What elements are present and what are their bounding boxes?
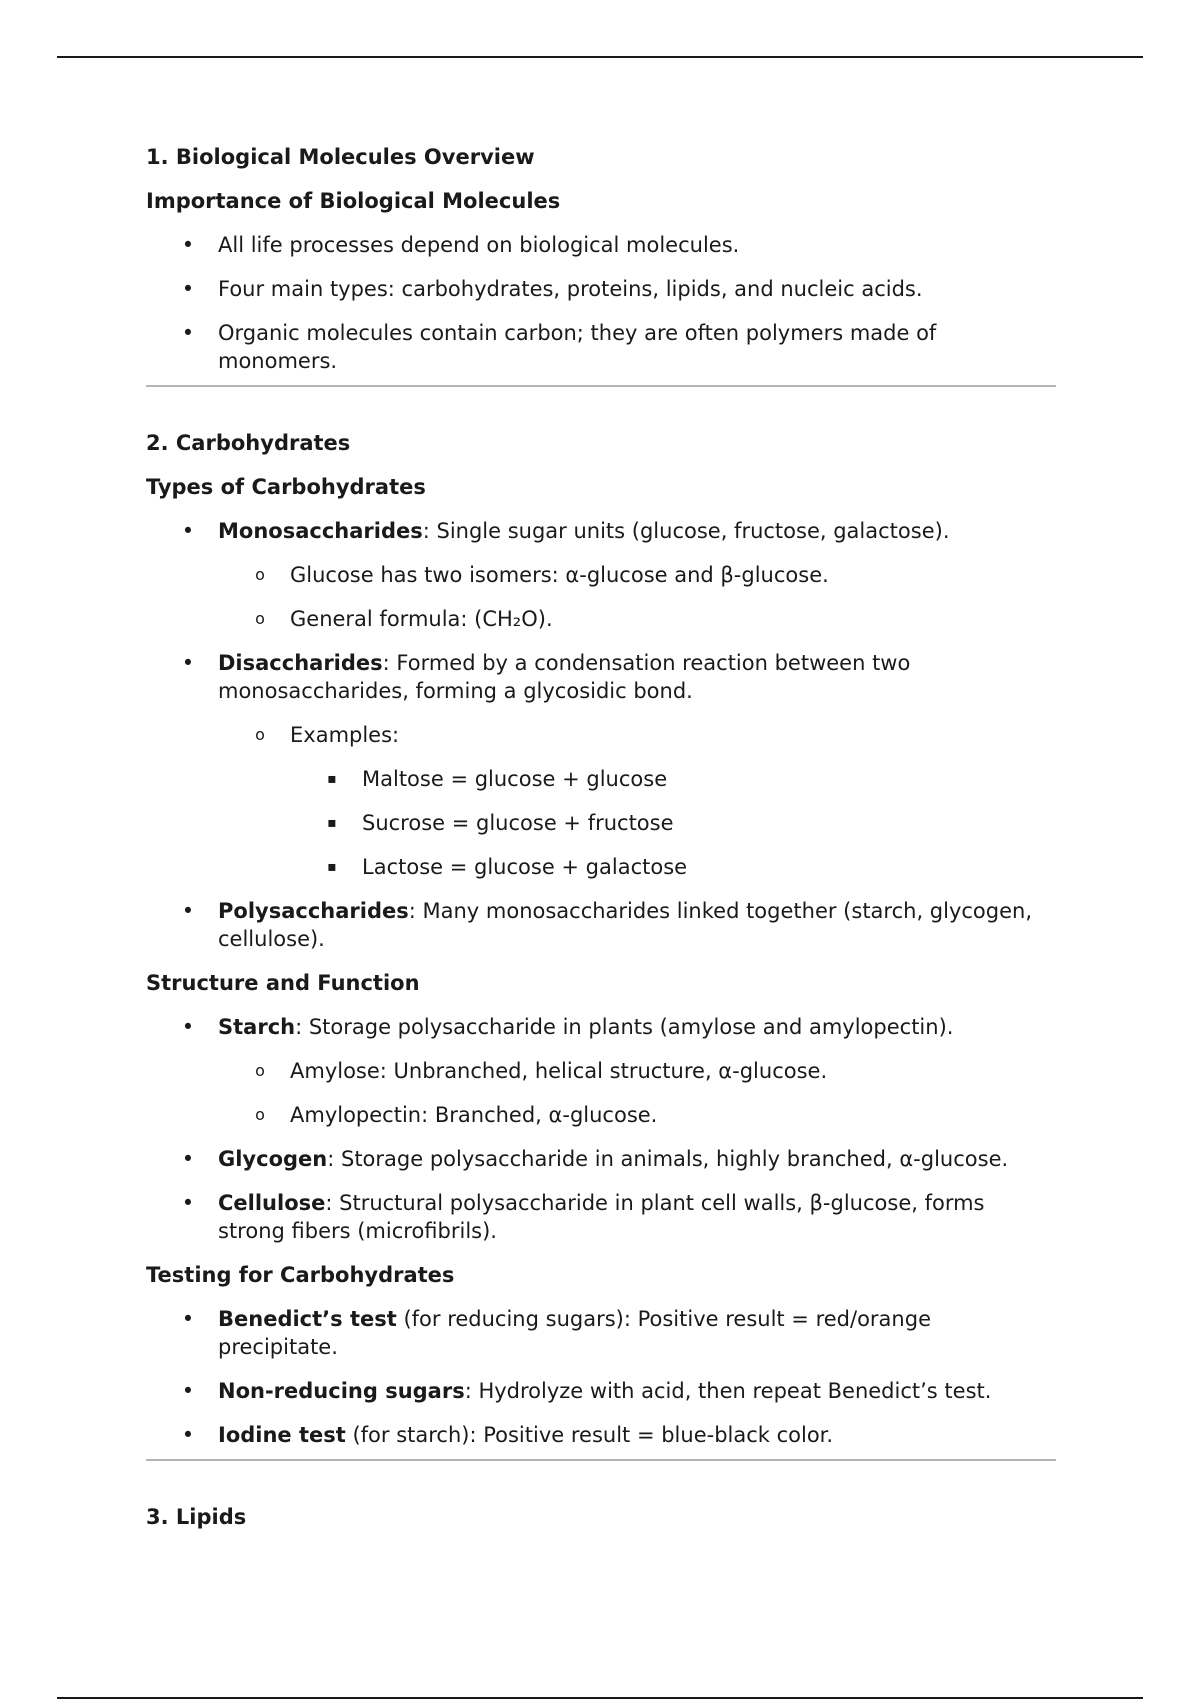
- list-item-text: (for reducing sugars): Positive result = red/orange precipitate.: [218, 1307, 931, 1359]
- square-bullet-icon: ▪: [327, 771, 337, 787]
- sub-list-item: [146, 721, 1056, 749]
- list-item-monosaccharides: [146, 517, 1056, 545]
- subheading-importance: Importance of Biological Molecules: [146, 189, 561, 213]
- list-item-text: (for starch): Positive result = blue-black color.: [345, 1423, 834, 1447]
- bullet-icon: •: [181, 1015, 195, 1039]
- list-item-text: Glucose has two isomers: α-glucose and β-glucose.: [290, 563, 829, 587]
- term-cellulose: Cellulose: [218, 1191, 326, 1215]
- list-item-text: : Hydrolyze with acid, then repeat Benedict’s test.: [464, 1379, 992, 1403]
- bullet-icon: •: [181, 1307, 195, 1331]
- list-item-text: Maltose = glucose + glucose: [362, 767, 668, 791]
- list-item-glycogen: [146, 1145, 1056, 1173]
- term-benedicts-test: Benedict’s test: [218, 1307, 397, 1331]
- list-item-disaccharides: [146, 649, 1056, 705]
- bullet-icon: •: [181, 519, 195, 543]
- list-item-text: Lactose = glucose + galactose: [362, 855, 688, 879]
- list-item-non-reducing: [146, 1377, 1056, 1405]
- circle-bullet-icon: o: [255, 565, 265, 584]
- sub-list-item: [146, 1101, 1056, 1129]
- circle-bullet-icon: o: [255, 725, 265, 744]
- list-item-text: General formula: (CH₂O).: [290, 607, 553, 631]
- section-divider: [146, 1459, 1056, 1461]
- list-item-starch: [146, 1013, 1056, 1041]
- circle-bullet-icon: o: [255, 1061, 265, 1080]
- list-item-text: : Formed by a condensation reaction between two monosaccharides, forming a glycosidic bond.: [218, 651, 911, 703]
- page-header-rule: [57, 56, 1143, 58]
- square-bullet-icon: ▪: [327, 859, 337, 875]
- sub-sub-list-item: [146, 765, 1056, 793]
- subheading-types: Types of Carbohydrates: [146, 475, 426, 499]
- list-item: [146, 231, 1056, 259]
- sub-list-item: [146, 1057, 1056, 1085]
- list-item: [146, 275, 1056, 303]
- list-item-text: : Storage polysaccharide in animals, highly branched, α-glucose.: [327, 1147, 1009, 1171]
- list-item-text: : Structural polysaccharide in plant cell walls, β-glucose, forms strong fibers (microfibrils).: [218, 1191, 985, 1243]
- bullet-icon: •: [181, 1191, 195, 1215]
- circle-bullet-icon: o: [255, 609, 265, 628]
- section-heading-lipids: 3. Lipids: [146, 1505, 247, 1529]
- page-footer-rule: [57, 1697, 1143, 1699]
- square-bullet-icon: ▪: [327, 815, 337, 831]
- subheading-structure: Structure and Function: [146, 971, 420, 995]
- term-iodine-test: Iodine test: [218, 1423, 346, 1447]
- bullet-icon: •: [181, 1147, 195, 1171]
- sub-sub-list-item: [146, 809, 1056, 837]
- list-item-iodine: [146, 1421, 1056, 1449]
- list-item-text: Sucrose = glucose + fructose: [362, 811, 674, 835]
- bullet-icon: •: [181, 277, 195, 301]
- list-item-text: Four main types: carbohydrates, proteins, lipids, and nucleic acids.: [218, 277, 923, 301]
- bullet-icon: •: [181, 651, 195, 675]
- list-item-polysaccharides: [146, 897, 1056, 953]
- section-divider: [146, 385, 1056, 387]
- term-non-reducing-sugars: Non-reducing sugars: [218, 1379, 465, 1403]
- section-heading-carbohydrates: 2. Carbohydrates: [146, 431, 351, 455]
- term-disaccharides: Disaccharides: [218, 651, 383, 675]
- list-item-text: Amylopectin: Branched, α-glucose.: [290, 1103, 658, 1127]
- list-item-cellulose: [146, 1189, 1056, 1245]
- bullet-icon: •: [181, 233, 195, 257]
- list-item-text: Organic molecules contain carbon; they are often polymers made of monomers.: [218, 321, 937, 373]
- section-heading-overview: 1. Biological Molecules Overview: [146, 145, 535, 169]
- document-page: [146, 143, 1056, 1547]
- circle-bullet-icon: o: [255, 1105, 265, 1124]
- list-item-benedicts: [146, 1305, 1056, 1361]
- list-item: [146, 319, 1056, 375]
- bullet-icon: •: [181, 1379, 195, 1403]
- bullet-icon: •: [181, 1423, 195, 1447]
- term-glycogen: Glycogen: [218, 1147, 328, 1171]
- subheading-testing: Testing for Carbohydrates: [146, 1263, 455, 1287]
- list-item-text: : Many monosaccharides linked together (starch, glycogen, cellulose).: [218, 899, 1033, 951]
- list-item-text: Amylose: Unbranched, helical structure, α-glucose.: [290, 1059, 828, 1083]
- sub-list-item: [146, 605, 1056, 633]
- term-monosaccharides: Monosaccharides: [218, 519, 423, 543]
- sub-list-item: [146, 561, 1056, 589]
- term-polysaccharides: Polysaccharides: [218, 899, 409, 923]
- list-item-text: : Storage polysaccharide in plants (amylose and amylopectin).: [295, 1015, 954, 1039]
- list-item-text: : Single sugar units (glucose, fructose, galactose).: [422, 519, 950, 543]
- bullet-icon: •: [181, 321, 195, 345]
- list-item-text: All life processes depend on biological molecules.: [218, 233, 740, 257]
- term-starch: Starch: [218, 1015, 296, 1039]
- list-item-text: Examples:: [290, 723, 400, 747]
- sub-sub-list-item: [146, 853, 1056, 881]
- bullet-icon: •: [181, 899, 195, 923]
